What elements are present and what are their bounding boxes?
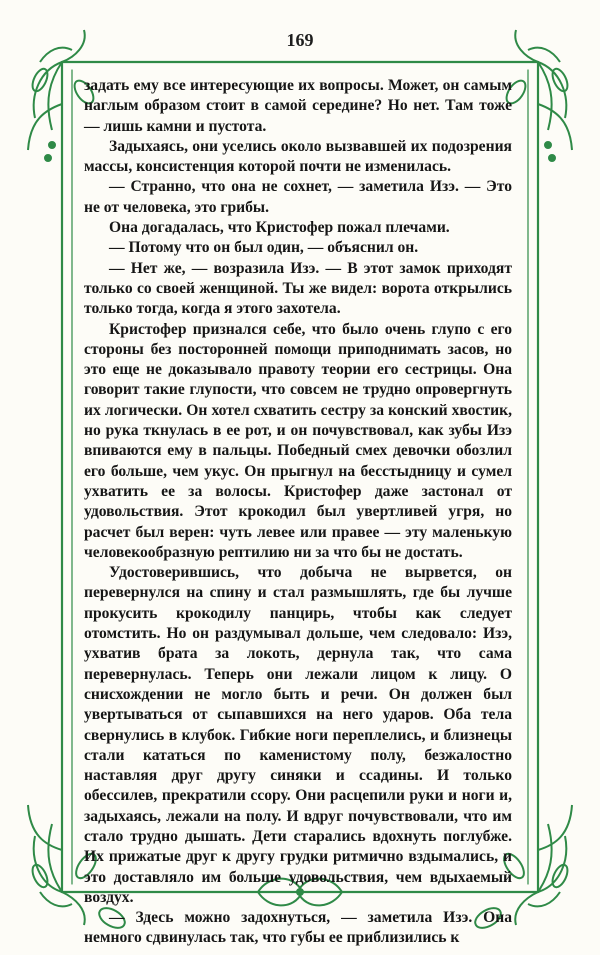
paragraph: Кристофер признался себе, что было очень глупо с его стороны без посторонней помощи приподнимать засов, но это еще не доказывало правоту теории его сестрицы. Она говорит такие глупости, что совсем не трудно опровергнуть их логически. Он хотел схватить сестру за конский хвостик, но рука ткнулась в ее рот, и он почувствовал, как зубы Изэ впиваются ему в пальцы. Победный смех девочки обозлил его больше, чем укус. Он прыгнул на бесстыдницу и сумел ухватить ее за волосы. Кристофер даже застонал от удовольствия. Этот крокодил был увертливей угря, но расчет был верен: чуть левее или правее — эту маленькую человекообразную рептилию ни за что бы не достать. [84, 320, 512, 561]
paragraph: — Здесь можно задохнуться, — заметила Изэ. Она немного сдвинулась так, что губы ее приблизились к [84, 909, 512, 947]
paragraph: Удостоверившись, что добыча не вырвется, он перевернулся на спину и стал размышлять, где бы лучше прокусить крокодилу панцирь, чтобы как следует отомстить. Но он раздумывал дольше, чем следовало: Изэ, ухватив брата за локоть, дернула так, что сама перевернулась. Теперь они лежали лицом к лицу. О снисхождении не могло быть и речи. Он должен был увертываться от сыпавшихся на него ударов. Оба тела свернулись в клубок. Гибкие ноги переплелись, и близнецы стали кататься по каменистому полу, безжалостно наставляя друг другу синяки и ссадины. И только обессилев, прекратили ссору. Они расцепили руки и ноги и, задыхаясь, лежали на полу. И вдруг почувствовали, что им стало трудно дышать. Дети старались вдохнуть поглубже. Их прижатые друг к другу грудки ритмично вздымались, и это доставляло им больше удовольствия, чем вдыхаемый воздух. [84, 564, 512, 906]
page-number: 169 [286, 30, 314, 50]
paragraph: — Потому что он был один, — объяснил он. [109, 239, 419, 257]
paragraph: — Нет же, — возразила Изэ. — В этот замок приходят только со своей женщиной. Ты же видел: ворота открылись только тогда, когда я этого захотела. [84, 259, 512, 318]
paragraph: Задыхаясь, они уселись около вызвавшей их подозрения массы, консистенция которой почти не изменилась. [84, 137, 512, 176]
main-text [84, 76, 512, 949]
paragraph: — Странно, что она не сохнет, — заметила Изэ. — Это не от человека, это грибы. [84, 178, 512, 216]
paragraph: задать ему все интересующие их вопросы. Может, он самым наглым образом стоит в самой середине? Но нет. Там тоже — лишь камни и пустота. [84, 77, 512, 135]
paragraph: Она догадалась, что Кристофер пожал плечами. [109, 219, 450, 237]
